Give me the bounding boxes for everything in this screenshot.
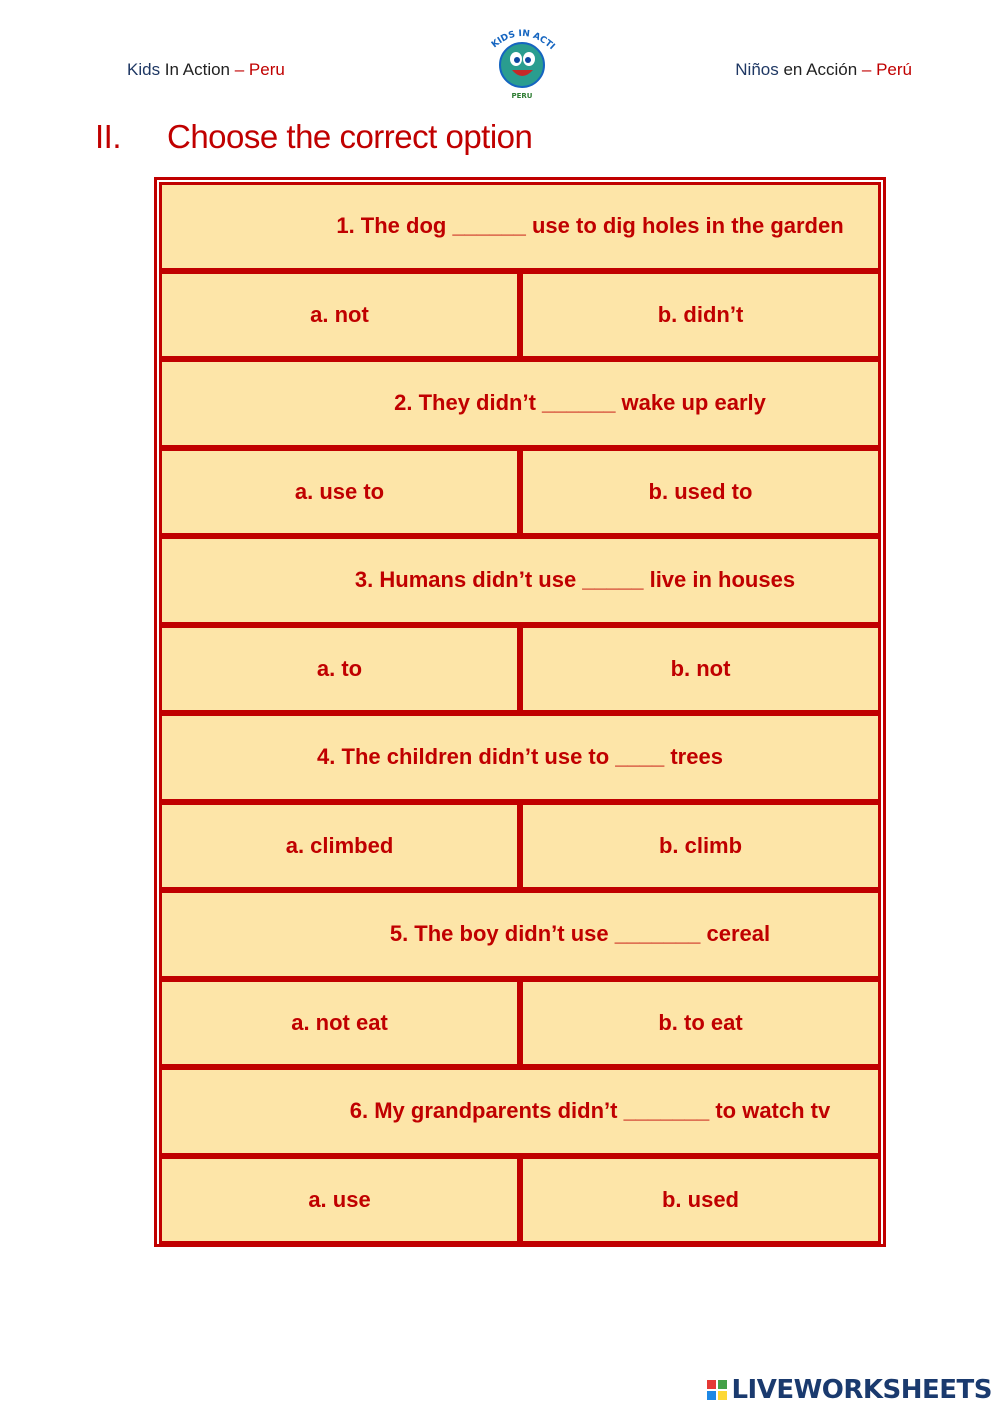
- liveworksheets-icon: [707, 1380, 727, 1400]
- options-row-5: [159, 979, 881, 1068]
- question-3-option-b[interactable]: b. not: [520, 625, 881, 714]
- question-4-option-b[interactable]: b. climb: [520, 802, 881, 891]
- question-row-5: [159, 890, 881, 979]
- question-2-option-b[interactable]: b. used to: [520, 448, 881, 537]
- question-2-option-a[interactable]: a. use to: [159, 448, 520, 537]
- logo-bottom-text: PERU: [511, 92, 533, 100]
- header-right-ninos: Niños: [735, 60, 779, 79]
- question-6-option-b[interactable]: b. used: [520, 1156, 881, 1245]
- section-heading: [95, 118, 532, 156]
- options-row-2: [159, 448, 881, 537]
- options-row-4: [159, 802, 881, 891]
- question-row-4: [159, 713, 881, 802]
- question-row-2: [159, 359, 881, 448]
- question-row-3: [159, 536, 881, 625]
- section-title: Choose the correct option: [167, 118, 533, 155]
- question-2: 2. They didn’t ______ wake up early: [159, 359, 881, 448]
- question-row-6: [159, 1067, 881, 1156]
- question-6: 6. My grandparents didn’t _______ to watch tv: [159, 1067, 881, 1156]
- header-right-peru: – Perú: [861, 60, 912, 79]
- kids-in-action-logo: [478, 22, 566, 108]
- header-left: [127, 60, 285, 80]
- question-6-option-a[interactable]: a. use: [159, 1156, 520, 1245]
- question-5-option-b[interactable]: b. to eat: [520, 979, 881, 1068]
- question-1: 1. The dog ______ use to dig holes in the garden: [159, 182, 881, 271]
- logo-top-text: KIDS IN ACTI: [489, 28, 557, 53]
- question-5: 5. The boy didn’t use _______ cereal: [159, 890, 881, 979]
- options-row-6: [159, 1156, 881, 1245]
- header-left-in-action: In Action: [160, 60, 235, 79]
- header-right: [735, 60, 912, 80]
- question-row-1: [159, 182, 881, 271]
- header-right-en-accion: en Acción: [778, 60, 862, 79]
- header-left-peru: – Peru: [234, 60, 285, 79]
- question-3: 3. Humans didn’t use _____ live in houses: [159, 536, 881, 625]
- quiz-grid: [154, 177, 886, 1247]
- options-row-3: [159, 625, 881, 714]
- brand-text: LIVEWORKSHEETS: [731, 1375, 992, 1405]
- section-number: II.: [95, 118, 122, 155]
- question-4: 4. The children didn’t use to ____ trees: [159, 713, 881, 802]
- header-left-kids: Kids: [127, 60, 161, 79]
- question-4-option-a[interactable]: a. climbed: [159, 802, 520, 891]
- options-row-1: [159, 271, 881, 360]
- question-1-option-b[interactable]: b. didn’t: [520, 271, 881, 360]
- question-1-option-a[interactable]: a. not: [159, 271, 520, 360]
- question-3-option-a[interactable]: a. to: [159, 625, 520, 714]
- liveworksheets-brand: [707, 1375, 992, 1405]
- question-5-option-a[interactable]: a. not eat: [159, 979, 520, 1068]
